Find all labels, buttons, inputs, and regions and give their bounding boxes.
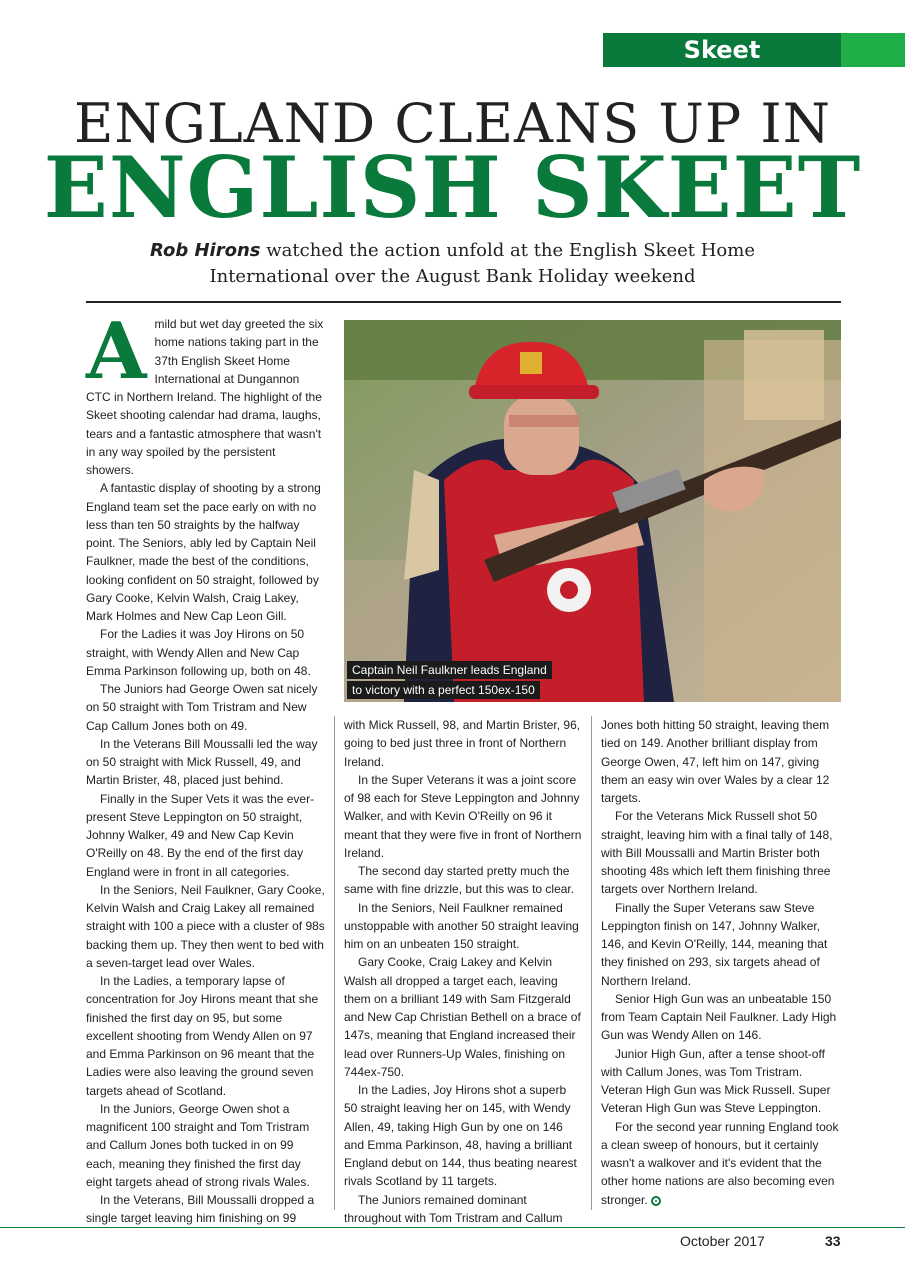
- paragraph: Jones both hitting 50 straight, leaving them tied on 149. Another brilliant display from George Owen, 47, left him on 147, giving them an easy win over Wales by a clear 12 targets.: [601, 718, 830, 805]
- column-divider: [334, 716, 335, 1210]
- paragraph: Junior High Gun, after a tense shoot-off with Callum Jones, was Tom Tristram. Veteran High Gun was Mick Russell. Super Veteran High Gun was Steve Leppington.: [601, 1046, 831, 1116]
- headline-line1: ENGLAND CLEANS UP IN: [74, 92, 831, 155]
- standfirst: [100, 238, 805, 290]
- closing-text: For the second year running England took a clean sweep of honours, but it certainly wasn't a walkover and it's evident that the other home nations are also becoming even stronger.: [601, 1119, 839, 1207]
- section-tab-accent: [841, 33, 905, 67]
- shooter-photo: [344, 320, 841, 702]
- article-column-3: [601, 716, 841, 1209]
- paragraph: In the Seniors, Neil Faulkner remained unstoppable with another 50 straight leaving him on an unbeaten 150 straight.: [344, 900, 579, 951]
- paragraph: For the Ladies it was Joy Hirons on 50 straight, with Wendy Allen and New Cap Emma Parkinson following up, both on 48.: [86, 627, 311, 678]
- paragraph: In the Seniors, Neil Faulkner, Gary Cooke, Kelvin Walsh and Craig Lakey all remained straight with 100 a piece with a cluster of 98s backing them up. They then went to bed with a seven-target lead over Wales.: [86, 882, 325, 970]
- section-label: Skeet: [603, 33, 841, 67]
- article-column-2: [344, 716, 582, 1227]
- issue-date: October 2017: [680, 1233, 765, 1249]
- caption-line-2: to victory with a perfect 150ex-150: [347, 681, 540, 699]
- paragraph: with Mick Russell, 98, and Martin Brister, 96, going to bed just three in front of Northern Ireland.: [344, 718, 581, 769]
- author-name: Rob Hirons: [150, 240, 261, 261]
- paragraph: In the Veterans Bill Moussalli led the way on 50 straight with Mick Russell, 49, and Martin Brister, 48, placed just behind.: [86, 736, 318, 788]
- standfirst-text-2: International over the August Bank Holiday weekend: [209, 266, 696, 287]
- caption-line-1: Captain Neil Faulkner leads England: [347, 661, 552, 679]
- paragraph: A fantastic display of shooting by a strong England team set the pace early on with no less than ten 50 straights by the halfway point. The Seniors, ably led by Captain Neil Faulkner, made the best of the conditions, looking confident on 50 straight, followed by Gary Cooke, Kelvin Walsh, Craig Lakey, Mark Holmes and New Cap Leon Gill.: [86, 481, 321, 623]
- paragraph: [601, 1118, 841, 1209]
- standfirst-text-1: watched the action unfold at the English Skeet Home: [266, 240, 755, 261]
- article-photo: [344, 320, 841, 702]
- page-number: 33: [825, 1233, 841, 1249]
- paragraph: In the Super Veterans it was a joint score of 98 each for Steve Leppington and Johnny Walker, and with Kevin O'Reilly on 96 it meant that they were five in front of Northern Ireland.: [344, 772, 582, 860]
- paragraph: Finally the Super Veterans saw Steve Leppington finish on 147, Johnny Walker, 146, and Kevin O'Reilly, 144, meaning that they finished on 293, six targets ahead of Northern Ireland.: [601, 900, 828, 988]
- column-divider: [591, 716, 592, 1210]
- end-mark-icon: [651, 1196, 661, 1206]
- header-divider: [86, 301, 841, 303]
- paragraph: In the Ladies, Joy Hirons shot a superb 50 straight leaving her on 145, with Wendy Allen, 49, taking High Gun by one on 146 and Emma Parkinson, 48, having a brilliant England debut on 144, thus beating nearest rivals Scotland by 11 targets.: [344, 1083, 577, 1189]
- paragraph: Gary Cooke, Craig Lakey and Kelvin Walsh all dropped a target each, leaving them on a brilliant 149 with Sam Fitzgerald and New Cap Christian Bethell on a brace of 147s, meaning that England increased their lead over Runners-Up Wales, finishing on 744ex-750.: [344, 955, 581, 1079]
- headline-line2: ENGLISH SKEET: [43, 138, 862, 237]
- article-column-1: [86, 306, 326, 1228]
- paragraph: In the Juniors, George Owen shot a magnificent 100 straight and Tom Tristram and Callum Jones both tucked in on 99 each, meaning they finished the first day eight targets ahead of strong rivals Wales.: [86, 1101, 310, 1189]
- drop-cap: A: [86, 306, 147, 397]
- paragraph: In the Veterans, Bill Moussalli dropped a single target leaving him finishing on 99: [86, 1193, 315, 1226]
- footer-rule: [0, 1227, 905, 1228]
- paragraph: The second day started pretty much the same with fine drizzle, but this was to clear.: [344, 864, 575, 897]
- paragraph: The Juniors had George Owen sat nicely on 50 straight with Tom Tristram and New Cap Callum Jones both on 49.: [86, 682, 318, 733]
- paragraph: Finally in the Super Vets it was the ever-present Steve Leppington on 50 straight, Johnny Walker, 49 and New Cap Kevin O'Reilly on 48. By the end of the first day England were in front in all categories.: [86, 791, 315, 879]
- paragraph: The Juniors remained dominant throughout with Tom Tristram and Callum: [344, 1192, 563, 1225]
- photo-caption: [347, 661, 552, 701]
- paragraph: For the Veterans Mick Russell shot 50 straight, leaving him with a final tally of 148, with Bill Moussalli and Martin Brister both shooting 48s which left them finishing three targets over Northern Ireland.: [601, 809, 833, 897]
- paragraph: mild but wet day greeted the six home nations taking part in the 37th English Skeet Home International at Dungannon CTC in Northern Ireland. The highlight of the Skeet shooting calendar had drama, laughs, tears and a fantastic atmosphere that wasn't in any way spoiled by the persistent showers.: [86, 317, 324, 477]
- section-tab: [603, 33, 905, 67]
- paragraph: In the Ladies, a temporary lapse of concentration for Joy Hirons meant that she finished the first day on 95, but some excellent shooting from Wendy Allen on 97 and Emma Parkinson on 96 meant that the Ladies were also leaving the ground seven targets ahead of Scotland.: [86, 974, 319, 1098]
- paragraph: Senior High Gun was an unbeatable 150 from Team Captain Neil Faulkner. Lady High Gun was Wendy Allen on 146.: [601, 991, 837, 1043]
